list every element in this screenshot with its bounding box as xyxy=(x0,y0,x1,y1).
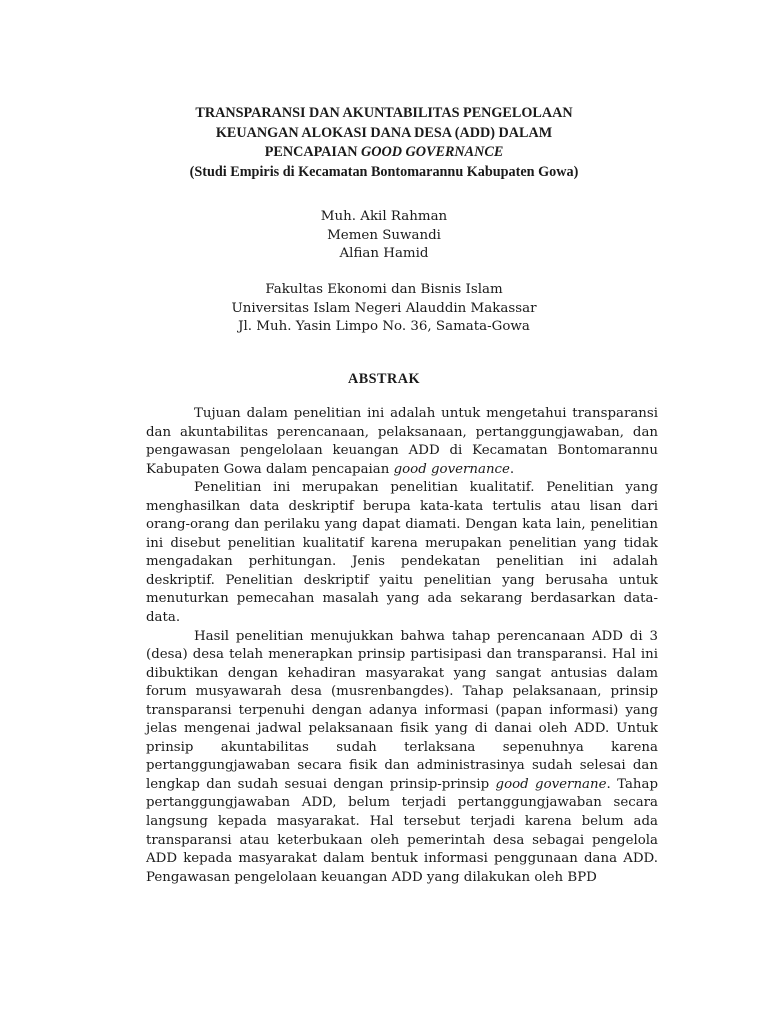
author-name: Memen Suwandi xyxy=(327,227,441,243)
abstract-paragraph-2: Penelitian ini merupakan penelitian kualitatif. Penelitian yang menghasilkan data deskriptif berupa kata-kata tertulis atau lisan dari orang-orang dan perilaku yang dapat diamati. Dengan kata lain, penelitian ini disebut penelitian kualitatif karena merupakan penelitian yang tidak mengadakan perhitungan. Jenis pendekatan penelitian ini adalah deskriptif. Penelitian deskriptif yaitu penelitian yang berusaha untuk menuturkan pemecahan masalah yang ada sekarang berdasarkan data-data. xyxy=(146,480,658,626)
abstract-paragraph-1 xyxy=(146,405,658,479)
paper-title xyxy=(0,104,768,182)
title-line-1: TRANSPARANSI DAN AKUNTABILITAS PENGELOLAAN xyxy=(195,105,573,121)
paragraph-text: Tujuan dalam penelitian ini adalah untuk mengetahui transparansi dan akuntabilitas perencanaan, pelaksanaan, pertanggungjawaban, dan pengawasan pengelolaan keuangan ADD di Kecamatan Bontomarannu Kabupaten Gowa dalam pencapaian xyxy=(146,406,658,477)
affiliation-faculty: Fakultas Ekonomi dan Bisnis Islam xyxy=(265,282,503,297)
title-line-2: KEUANGAN ALOKASI DANA DESA (ADD) DALAM xyxy=(215,124,553,141)
title-line-3-italic: GOOD GOVERNANCE xyxy=(361,144,504,160)
paragraph-text: . xyxy=(509,461,515,477)
italic-term: good governance xyxy=(393,461,510,477)
abstract-heading: ABSTRAK xyxy=(347,371,421,387)
affiliation-address: Jl. Muh. Yasin Limpo No. 36, Samata-Gowa xyxy=(238,319,530,334)
title-subtitle: (Studi Empiris di Kecamatan Bontomarannu Kabupaten Gowa) xyxy=(189,163,579,180)
affiliation-university: Universitas Islam Negeri Alauddin Makassar xyxy=(231,300,537,316)
affiliation xyxy=(0,281,768,337)
italic-term: good governane xyxy=(495,776,607,792)
paragraph-text: . Tahap pertanggungjawaban ADD, belum terjadi pertanggungjawaban secara langsung kepada masyarakat. Hal tersebut terjadi karena belum ada transparansi atau keterbukaan oleh pemerintah desa sebagai pengelola ADD kepada masyarakat dalam bentuk informasi penggunaan dana ADD. Pengawasan pengelolaan keuangan ADD yang dilakukan oleh BPD xyxy=(146,776,658,885)
title-line-3-prefix: PENCAPAIAN xyxy=(264,144,361,160)
author-name: Alfian Hamid xyxy=(339,246,429,261)
author-list xyxy=(0,208,768,264)
abstract-paragraph-3 xyxy=(146,628,658,888)
abstract-body xyxy=(146,405,658,887)
author-name: Muh. Akil Rahman xyxy=(320,209,448,224)
paragraph-text: Hasil penelitian menujukkan bahwa tahap perencanaan ADD di 3 (desa) desa telah menerapkan prinsip partisipasi dan transparansi. Hal ini dibuktikan dengan kehadiran masyarakat yang sangat antusias dalam forum musyawarah desa (musrenbangdes). Tahap pelaksanaan, prinsip transparansi terpenuhi dengan adanya informasi (papan informasi) yang jelas mengenai jadwal pelaksanaan fisik yang di danai oleh ADD. Untuk prinsip akuntabilitas sudah terlaksana sepenuhnya karena pertanggungjawaban secara fisik dan administrasinya sudah selesai dan lengkap dan sudah sesuai dengan prinsip-prinsip xyxy=(146,628,658,792)
title-line-3 xyxy=(0,143,768,163)
